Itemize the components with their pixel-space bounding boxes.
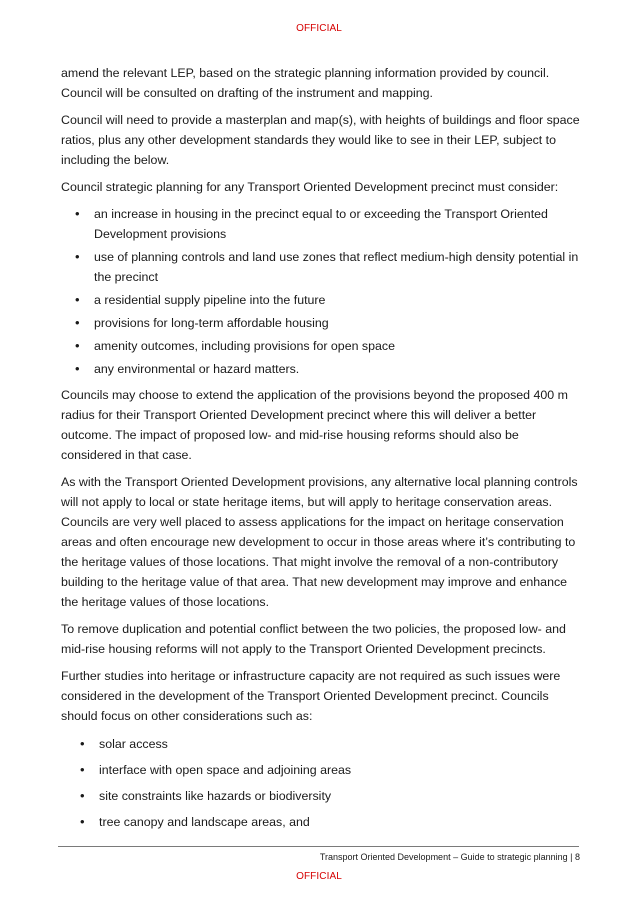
paragraph: To remove duplication and potential conflict between the two policies, the proposed low- and mid-rise housing reforms will not apply to the Transport Oriented Development precincts. (61, 622, 566, 656)
footer-divider (58, 846, 579, 847)
list-item: • use of planning controls and land use zones that reflect medium-high density potential in the precinct (61, 247, 581, 287)
paragraph: As with the Transport Oriented Development provisions, any alternative local planning controls will not apply to local or state heritage items, but will apply to heritage conservation areas. Councils are very well placed to assess applications for the impact on heritage conservation areas and often encourage new development to occur in those areas where it’s contributing to the heritage values of those locations. That might involve the removal of a non-contributory building to the heritage value of that area. That new development may improve and enhance the heritage values of those locations. (61, 475, 578, 609)
list-item: • solar access (61, 734, 581, 754)
list-item: • a residential supply pipeline into the future (61, 290, 581, 310)
list-item: • interface with open space and adjoining areas (61, 760, 581, 780)
other-considerations-list (61, 734, 581, 832)
paragraph: amend the relevant LEP, based on the strategic planning information provided by council. Council will be consulted on drafting of the instrument and mapping. (61, 66, 550, 100)
list-item: • site constraints like hazards or biodiversity (61, 786, 581, 806)
footer-running-title: Transport Oriented Development – Guide to strategic planning | 8 (319, 852, 580, 862)
considerations-list (61, 204, 581, 379)
paragraph: Council strategic planning for any Transport Oriented Development precinct must consider: (61, 180, 559, 194)
list-item: • provisions for long-term affordable housing (61, 313, 581, 333)
list-item: • an increase in housing in the precinct equal to or exceeding the Transport Oriented Development provisions (61, 204, 581, 244)
document-body (61, 63, 581, 838)
paragraph: Councils may choose to extend the application of the provisions beyond the proposed 400 m radius for their Transport Oriented Development precinct where this will deliver a better outcome. The impact of proposed low- and mid-rise housing reforms should also be considered in that case. (61, 388, 568, 462)
paragraph: Council will need to provide a masterplan and map(s), with heights of buildings and floor space ratios, plus any other development standards they would like to see in their LEP, subject to including the below. (61, 113, 580, 167)
classification-marking-top: OFFICIAL (296, 23, 342, 34)
list-item: • amenity outcomes, including provisions for open space (61, 336, 581, 356)
paragraph: Further studies into heritage or infrastructure capacity are not required as such issues were considered in the development of the Transport Oriented Development precinct. Councils should focus on other considerations such as: (61, 669, 561, 723)
list-item: • tree canopy and landscape areas, and (61, 812, 581, 832)
list-item: • any environmental or hazard matters. (61, 359, 581, 379)
classification-marking-bottom: OFFICIAL (296, 871, 342, 882)
